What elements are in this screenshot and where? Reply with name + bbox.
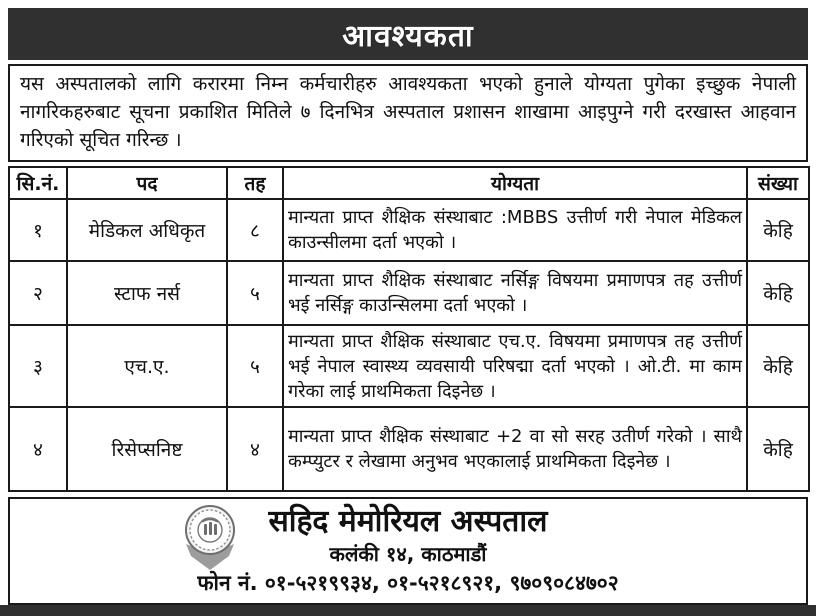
cell-post: एच.ए. — [67, 325, 227, 407]
table-header-row — [9, 167, 809, 199]
intro-paragraph: यस अस्पतालको लागि करारमा निम्न कर्मचारीहरु आवश्यकता भएको हुनाले योग्यता पुगेका इच्छुक नेपाली नागरिकहरुबाट सूचना प्रकाशित मितिले ७ दिनभित्र अस्पताल प्रशासन शाखामा आइपुग्ने गरी दरखास्त आहवान गरिएको सूचित गरिन्छ । — [8, 64, 808, 162]
cell-sn: २ — [9, 261, 67, 325]
cell-count: केहि — [747, 325, 809, 407]
cell-count: केहि — [747, 199, 809, 261]
cell-sn: १ — [9, 199, 67, 261]
cell-count: केहि — [747, 407, 809, 491]
table-row — [9, 325, 809, 407]
cell-post: रिसेप्सनिष्ट — [67, 407, 227, 491]
cell-qualification: मान्यता प्राप्त शैक्षिक संस्थाबाट +2 वा सो सरह उतीर्ण गरेको । साथै कम्प्युटर र लेखामा अनुभव भएकालाई प्राथमिकता दिइनेछ । — [283, 407, 747, 491]
col-header-qualification: योग्यता — [283, 167, 747, 199]
hospital-footer — [8, 497, 808, 605]
table-row — [9, 407, 809, 491]
cell-level: ४ — [227, 407, 283, 491]
cell-level: ५ — [227, 325, 283, 407]
notice-title: आवश्यकता — [342, 18, 474, 54]
table-row — [9, 199, 809, 261]
cell-post: मेडिकल अधिकृत — [67, 199, 227, 261]
hospital-phone: फोन नं. ०१-५२१९९३४, ०१-५२१८९२१, ९७०९०८४७०२ — [197, 571, 619, 595]
cell-qualification: मान्यता प्राप्त शैक्षिक संस्थाबाट नर्सिङ्ग विषयमा प्रमाणपत्र तह उत्तीर्ण भई नर्सिङ्ग काउन्सिलमा दर्ता भएको । — [283, 261, 747, 325]
cell-qualification: मान्यता प्राप्त शैक्षिक संस्थाबाट :MBBS उत्तीर्ण गरी नेपाल मेडिकल काउन्सीलमा दर्ता भएको । — [283, 199, 747, 261]
cell-level: ८ — [227, 199, 283, 261]
cell-sn: ३ — [9, 325, 67, 407]
col-header-level: तह — [227, 167, 283, 199]
col-header-sn: सि.नं. — [9, 167, 67, 199]
col-header-post: पद — [67, 167, 227, 199]
hospital-seal-icon — [178, 504, 242, 576]
vacancy-table — [8, 166, 810, 492]
bottom-divider-bar — [0, 605, 816, 616]
cell-count: केहि — [747, 261, 809, 325]
hospital-name: सहिद मेमोरियल अस्पताल — [268, 504, 548, 539]
notice-title-bar — [8, 8, 808, 60]
cell-qualification: मान्यता प्राप्त शैक्षिक संस्थाबाट एच.ए. विषयमा प्रमाणपत्र तह उत्तीर्ण भई नेपाल स्वास्थ्य व्यवसायी परिषद्मा दर्ता भएको । ओ.टी. मा काम गरेका लाई प्राथमिकता दिइनेछ । — [283, 325, 747, 407]
cell-sn: ४ — [9, 407, 67, 491]
cell-level: ५ — [227, 261, 283, 325]
table-row — [9, 261, 809, 325]
hospital-address: कलंकी १४, काठमाडौं — [329, 542, 487, 566]
col-header-count: संख्या — [747, 167, 809, 199]
cell-post: स्टाफ नर्स — [67, 261, 227, 325]
